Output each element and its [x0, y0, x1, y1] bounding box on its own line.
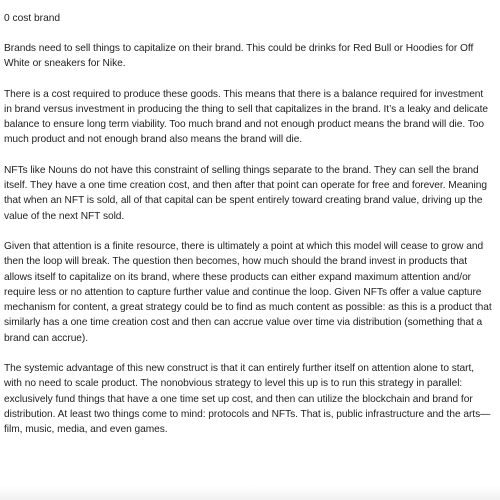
- bottom-edge-shadow: [0, 486, 500, 500]
- paragraph-4: Given that attention is a finite resource, there is ultimately a point at which this model will cease to grow and then the loop will break. The question then becomes, how much should the brand invest in products that allows itself to capitalize on its brand, where these products can either expand maximum attention and/or require less or no attention to capture further value and continue the loop. Given NFTs offer a value capture mechanism for content, a great strategy could be to find as much content as possible: as this is a product that similarly has a one time creation cost and then can accrue value over time via distribution (something that a brand can accrue).: [4, 240, 492, 344]
- paragraph-5: The systemic advantage of this new construct is that it can entirely further itself on attention alone to start, with no need to scale product. The nonobvious strategy to level this up is to run this strategy in parallel: exclusively fund things that have a one time set up cost, and then can utilize the blockchain and brand for distribution. At least two things come to mind: protocols and NFTs. That is, public infrastructure and the arts—film, music, media, and even games.: [4, 363, 491, 436]
- paragraph-1: Brands need to sell things to capitalize on their brand. This could be drinks for Red Bull or Hoodies for Off White or sneakers for Nike.: [4, 43, 474, 70]
- paragraph-3: NFTs like Nouns do not have this constraint of selling things separate to the brand. They can sell the brand itself. They have a one time creation cost, and then after that point can operate for free and forever. Meaning that when an NFT is sold, all of that capital can be spent entirely toward creating brand value, driving up the value of the next NFT sold.: [4, 164, 487, 222]
- paragraph-2: There is a cost required to produce these goods. This means that there is a balance required for investment in brand versus investment in producing the thing to sell that capitalizes in the brand. It’s a leaky and delicate balance to ensure long term viability. Too much brand and not enough product means the brand will die. Too much product and not enough brand also means the brand will die.: [4, 88, 488, 146]
- document-title: 0 cost brand: [4, 13, 61, 24]
- document: [4, 11, 492, 453]
